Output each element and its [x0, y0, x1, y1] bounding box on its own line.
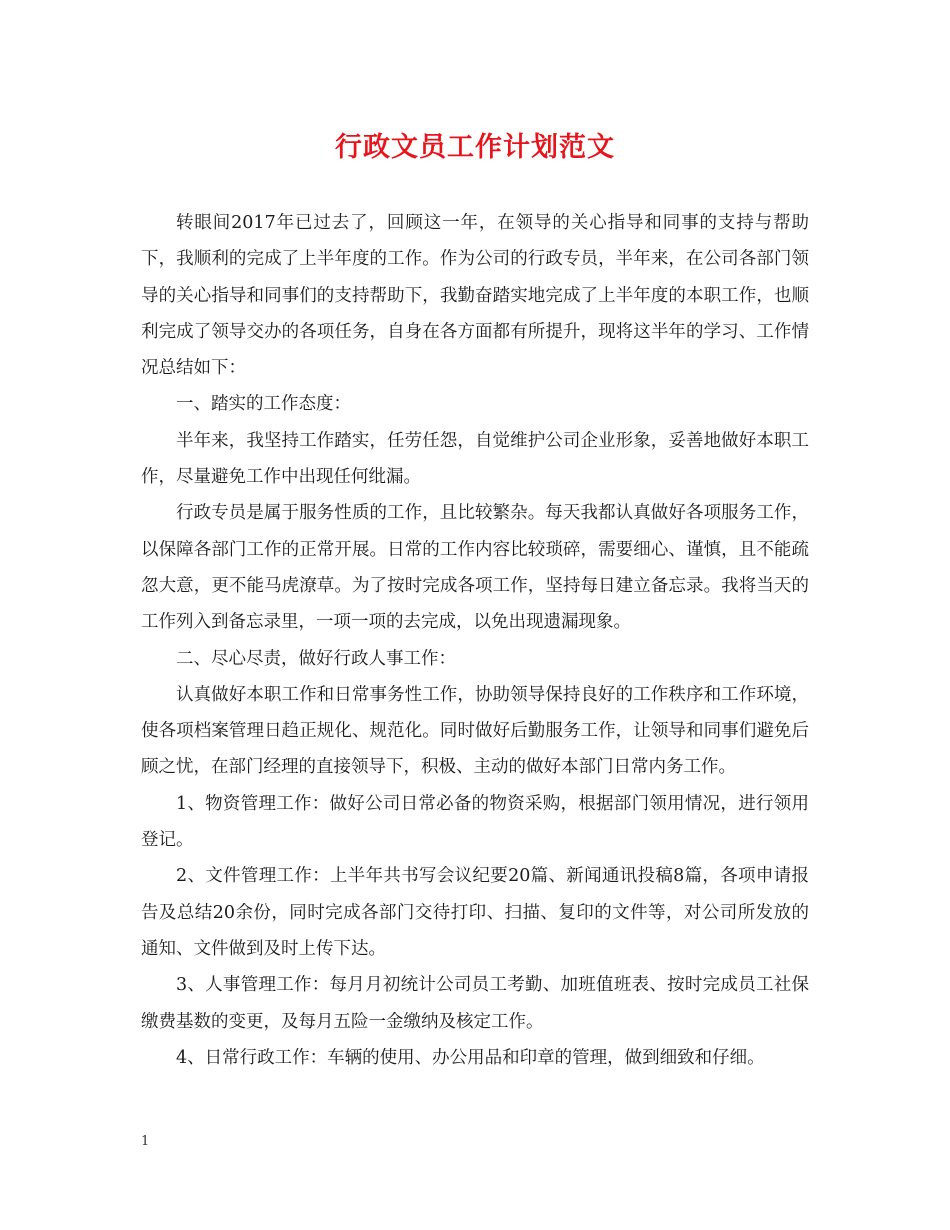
document-body: [141, 205, 809, 1076]
list-item-daily-admin: 4、日常行政工作：车辆的使用、办公用品和印章的管理，做到细致和仔细。: [176, 1047, 765, 1068]
paragraph: 认真做好本职工作和日常事务性工作，协助领导保持良好的工作秩序和工作环境，使各项档案管理日趋正规化、规范化。同时做好后勤服务工作，让领导和同事们避免后顾之忧，在部门经理的直接领导下，积极、主动的做好本部门日常内务工作。: [141, 684, 809, 778]
document-title: 行政文员工作计划范文: [335, 132, 615, 163]
paragraph: 半年来，我坚持工作踏实，任劳任怨，自觉维护公司企业形象，妥善地做好本职工作，尽量避免工作中出现任何纰漏。: [141, 430, 809, 488]
page-number: 1: [141, 1134, 150, 1149]
paragraph: 行政专员是属于服务性质的工作，且比较繁杂。每天我都认真做好各项服务工作，以保障各部门工作的正常开展。日常的工作内容比较琐碎，需要细心、谨慎，且不能疏忽大意，更不能马虎潦草。为了按时完成各项工作，坚持每日建立备忘录。我将当天的工作列入到备忘录里，一项一项的去完成，以免出现遗漏现象。: [141, 503, 809, 633]
section-heading-2: 二、尽心尽责，做好行政人事工作：: [176, 648, 456, 669]
paragraph-intro: 转眼间2017年已过去了，回顾这一年，在领导的关心指导和同事的支持与帮助下，我顺利的完成了上半年度的工作。作为公司的行政专员，半年来，在公司各部门领导的关心指导和同事们的支持帮助下，我勤奋踏实地完成了上半年度的本职工作，也顺利完成了领导交办的各项任务，自身在各方面都有所提升，现将这半年的学习、工作情况总结如下：: [141, 213, 809, 379]
list-item-personnel: 3、人事管理工作：每月月初统计公司员工考勤、加班值班表、按时完成员工社保缴费基数的变更，及每月五险一金缴纳及核定工作。: [141, 975, 809, 1032]
list-item-documents: 2、文件管理工作：上半年共书写会议纪要20篇、新闻通讯投稿8篇，各项申请报告及总结20余份，同时完成各部门交待打印、扫描、复印的文件等，对公司所发放的通知、文件做到及时上传下达。: [141, 866, 809, 959]
section-heading-1: 一、踏实的工作态度：: [176, 394, 351, 415]
list-item-materials: 1、物资管理工作：做好公司日常必备的物资采购，根据部门领用情况，进行领用登记。: [141, 793, 809, 851]
